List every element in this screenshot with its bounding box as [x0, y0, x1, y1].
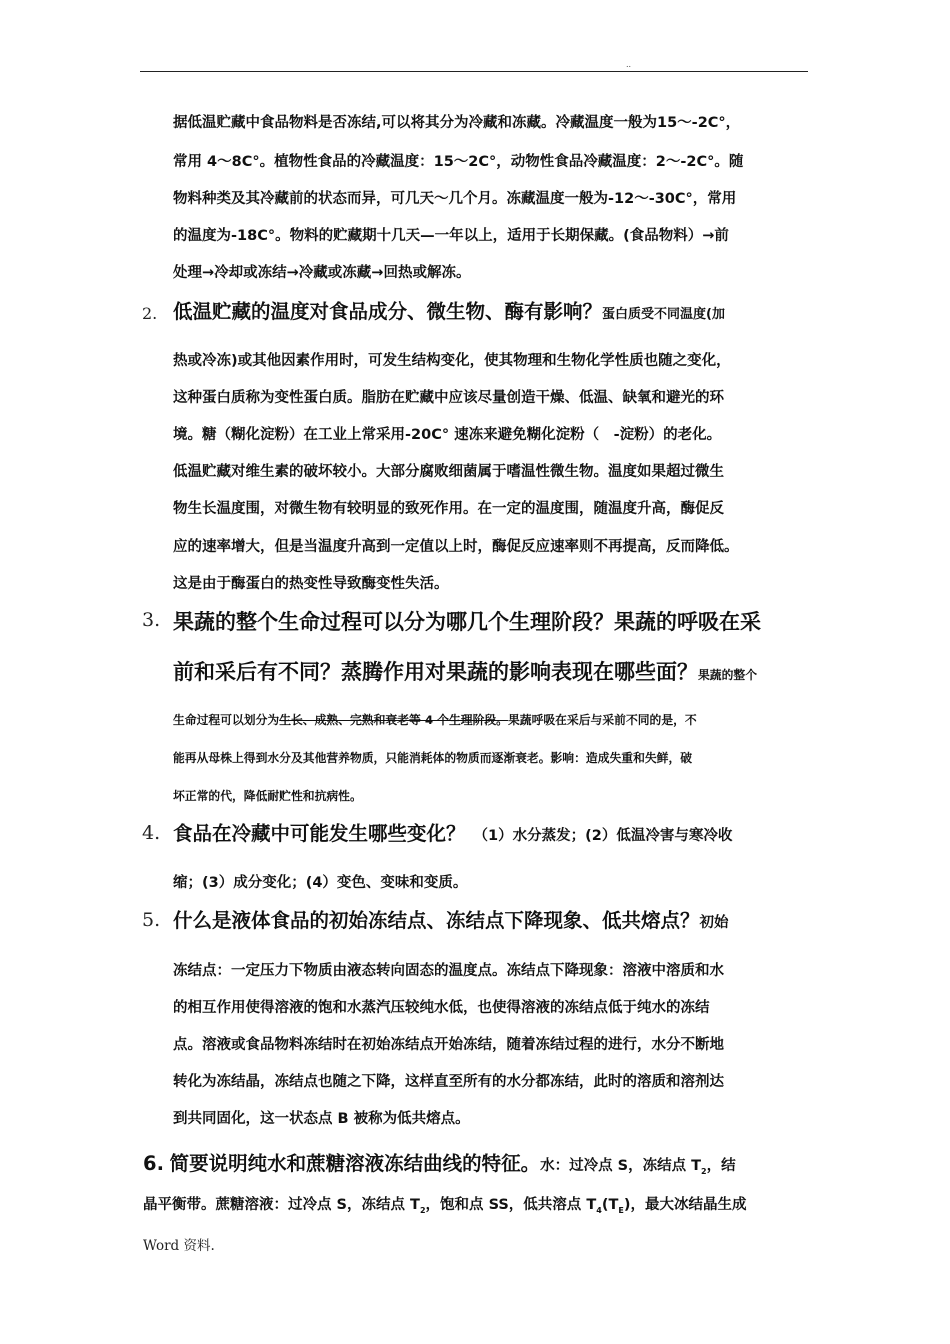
question-number: 6.	[143, 1152, 164, 1175]
header-rule	[140, 71, 808, 72]
paragraph-line	[173, 711, 697, 728]
paragraph-line	[143, 1193, 746, 1215]
paragraph-line: 这是由于酶蛋白的热变性导致酶变性失活。	[173, 576, 449, 592]
paragraph-line: 常用 4～8C°。植物性食品的冷藏温度：15～2C°，动物性食品冷藏温度：2～-2C°。随	[173, 154, 744, 170]
question-heading	[173, 296, 725, 324]
answer-text: 水：过冷点 S，冻结点 T	[540, 1158, 702, 1174]
header-mark: ..	[626, 60, 632, 69]
question-number: 3.	[142, 609, 161, 631]
paragraph-line: 应的速率增大，但是当温度升高到一定值以上时，酶促反应速率则不再提高，反而降低。	[173, 539, 739, 555]
paragraph-line: 据低温贮藏中食品物料是否冻结,可以将其分为冷藏和冻藏。冷藏温度一般为15～-2C°，	[173, 115, 741, 131]
paragraph-line: 境。糖（糊化淀粉）在工业上常采用-20C° 速冻来避免糊化淀粉（ -淀粉）的老化。	[173, 427, 722, 443]
question-title: 什么是液体食品的初始冻结点、冻结点下降现象、低共熔点？	[173, 909, 700, 932]
text-run: (T	[601, 1197, 619, 1213]
paragraph-line: 冻结点：一定压力下物质由液态转向固态的温度点。冻结点下降现象：溶液中溶质和水	[173, 963, 724, 979]
question-title: 低温贮藏的温度对食品成分、微生物、酶有影响？	[173, 300, 603, 323]
paragraph-line: 的温度为-18C°。物料的贮藏期十几天—一年以上，适用于长期保藏。(食品物料）→前	[173, 228, 729, 244]
answer-start: 果蔬的整个	[698, 668, 757, 682]
paragraph-line: 点。溶液或食品物料冻结时在初始冻结点开始冻结，随着冻结过程的进行，水分不断地	[173, 1037, 724, 1053]
text-run: 晶平衡带。蔗糖溶液：过冷点 S，冻结点 T	[143, 1197, 420, 1213]
paragraph-line: 缩；(3）成分变化；(4）变色、变味和变质。	[173, 875, 468, 891]
paragraph-line: 低温贮藏对维生素的破坏较小。大部分腐败细菌属于嗜温性微生物。温度如果超过微生	[173, 464, 724, 480]
text-run: )，最大冰结晶生成	[623, 1197, 747, 1213]
paragraph-line: 到共同固化，这一状态点 B 被称为低共熔点。	[173, 1111, 470, 1127]
paragraph-line: 物生长温度围，对微生物有较明显的致死作用。在一定的温度围，随温度升高，酶促反	[173, 501, 724, 517]
question-heading	[173, 656, 757, 686]
answer-start: （1）水分蒸发；(2）低温冷害与寒冷收	[473, 828, 733, 844]
question-number: 5.	[142, 909, 161, 931]
subscript: 4	[596, 1205, 602, 1215]
subscript: E	[618, 1205, 624, 1215]
text-run: 生命过程可以划分为	[173, 713, 280, 727]
answer-start: 蛋白质受不同温度(加	[602, 307, 725, 322]
paragraph-line: 的相互作用使得溶液的饱和水蒸汽压较纯水低，也使得溶液的冻结点低于纯水的冻结	[173, 1000, 710, 1016]
question-heading	[173, 818, 732, 846]
paragraph-line: 这种蛋白质称为变性蛋白质。脂肪在贮藏中应该尽量创造干燥、低温、缺氧和避光的环	[173, 390, 724, 406]
question-title: 食品在冷藏中可能发生哪些变化？	[173, 822, 466, 845]
paragraph-line: 物料种类及其冷藏前的状态而异，可几天～几个月。冻藏温度一般为-12～-30C°，常用	[173, 191, 737, 207]
question-heading	[173, 905, 729, 933]
answer-text: ，结	[706, 1158, 736, 1174]
paragraph-line: 转化为冻结晶，冻结点也随之下降，这样直至所有的水分都冻结，此时的溶质和溶剂达	[173, 1074, 724, 1090]
strikethrough-text: 生长、成熟、完熟和衰老等 4 个生理阶段。	[279, 713, 508, 727]
paragraph-line: 热或冷冻)或其他因素作用时，可发生结构变化，使其物理和生物化学性质也随之变化，	[173, 353, 731, 369]
question-number: 4.	[142, 822, 161, 844]
question-title: 果蔬的整个生命过程可以分为哪几个生理阶段？果蔬的呼吸在采	[173, 610, 761, 634]
paragraph-line: 处理→冷却或冻结→冷藏或冻藏→回热或解冻。	[173, 265, 471, 281]
footer-text: Word 资料.	[143, 1238, 215, 1254]
subscript: 2	[419, 1205, 426, 1215]
subscript: 2	[701, 1167, 707, 1177]
paragraph-line: 能再从母株上得到水分及其他营养物质，只能消耗体的物质而逐渐衰老。影响：造成失重和失鲜，破	[173, 751, 693, 765]
question-heading	[143, 1148, 736, 1176]
text-run: ，饱和点 SS，低共溶点 T	[425, 1197, 597, 1213]
answer-start: 初始	[699, 915, 729, 931]
question-number: 2.	[142, 304, 158, 323]
question-title: 前和采后有不同？蒸腾作用对果蔬的影响表现在哪些面？	[173, 660, 698, 684]
paragraph-line: 坏正常的代，降低耐贮性和抗病性。	[173, 789, 362, 803]
text-run: 果蔬呼吸在采后与采前不同的是，不	[507, 713, 697, 727]
question-title: 简要说明纯水和蔗糖溶液冻结曲线的特征。	[169, 1152, 541, 1175]
